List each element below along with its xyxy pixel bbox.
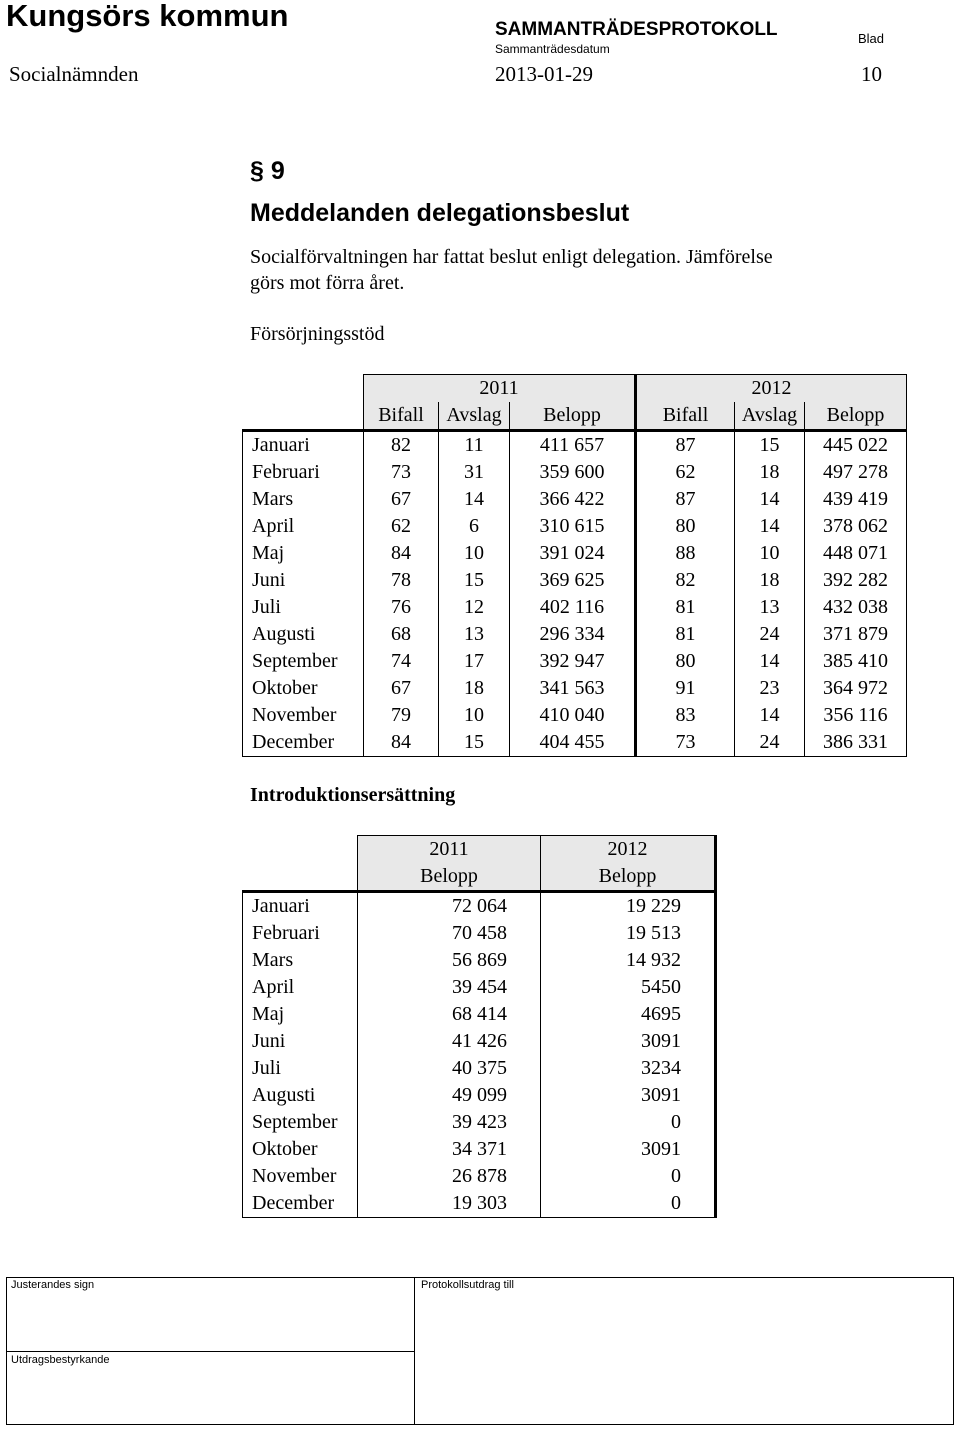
value-cell: 410 040 xyxy=(510,702,636,729)
value-cell: 67 xyxy=(364,486,439,513)
year-header: 2011 xyxy=(358,836,541,864)
page-number: 10 xyxy=(861,62,882,86)
month-cell: September xyxy=(243,1109,358,1136)
table-row xyxy=(243,974,716,1001)
month-cell: April xyxy=(243,513,364,540)
table-row xyxy=(243,513,907,540)
table-row xyxy=(243,729,907,757)
value-cell: 34 371 xyxy=(358,1136,541,1163)
table-row xyxy=(243,702,907,729)
value-cell: 82 xyxy=(636,567,735,594)
table-row xyxy=(243,567,907,594)
committee-name: Socialnämnden xyxy=(9,62,139,86)
value-cell: 40 375 xyxy=(358,1055,541,1082)
column-header-row xyxy=(243,863,716,892)
value-cell: 432 038 xyxy=(805,594,907,621)
intro-line: Socialförvaltningen har fattat beslut enligt delegation. Jämförelse xyxy=(250,246,773,268)
column-header: Belopp xyxy=(805,402,907,431)
value-cell: 18 xyxy=(735,459,805,486)
intro-line: görs mot förra året. xyxy=(250,272,405,294)
justerandes-sign-label: Justerandes sign xyxy=(11,1279,95,1291)
table-row xyxy=(243,594,907,621)
table-row xyxy=(243,540,907,567)
table-row xyxy=(243,459,907,486)
value-cell: 14 xyxy=(735,702,805,729)
signature-box xyxy=(6,1277,954,1425)
column-header: Belopp xyxy=(510,402,636,431)
value-cell: 448 071 xyxy=(805,540,907,567)
value-cell: 80 xyxy=(636,648,735,675)
value-cell: 26 878 xyxy=(358,1163,541,1190)
month-cell: Februari xyxy=(243,920,358,947)
month-cell: September xyxy=(243,648,364,675)
value-cell: 62 xyxy=(364,513,439,540)
value-cell: 15 xyxy=(735,431,805,460)
section-title: Meddelanden delegationsbeslut xyxy=(250,199,630,227)
table-row xyxy=(243,1082,716,1109)
value-cell: 87 xyxy=(636,486,735,513)
column-header: Bifall xyxy=(364,402,439,431)
value-cell: 62 xyxy=(636,459,735,486)
value-cell: 369 625 xyxy=(510,567,636,594)
meeting-date: 2013-01-29 xyxy=(495,62,593,86)
column-header-row xyxy=(243,402,907,431)
month-cell: December xyxy=(243,729,364,757)
month-cell: Mars xyxy=(243,947,358,974)
value-cell: 73 xyxy=(364,459,439,486)
month-cell: Juni xyxy=(243,1028,358,1055)
month-cell: Maj xyxy=(243,540,364,567)
table-row xyxy=(243,1109,716,1136)
sheet-label: Blad xyxy=(858,31,885,46)
value-cell: 6 xyxy=(439,513,510,540)
value-cell: 76 xyxy=(364,594,439,621)
month-cell: April xyxy=(243,974,358,1001)
table-row xyxy=(243,947,716,974)
intro-text xyxy=(250,244,870,296)
value-cell: 404 455 xyxy=(510,729,636,757)
protocol-title: SAMMANTRÄDESPROTOKOLL xyxy=(495,19,778,40)
value-cell: 296 334 xyxy=(510,621,636,648)
value-cell: 18 xyxy=(439,675,510,702)
value-cell: 12 xyxy=(439,594,510,621)
value-cell: 41 426 xyxy=(358,1028,541,1055)
value-cell: 24 xyxy=(735,729,805,757)
divider xyxy=(7,1351,414,1352)
value-cell: 14 xyxy=(735,648,805,675)
value-cell: 24 xyxy=(735,621,805,648)
value-cell: 68 xyxy=(364,621,439,648)
value-cell: 359 600 xyxy=(510,459,636,486)
table1-heading: Försörjningsstöd xyxy=(250,323,385,345)
value-cell: 445 022 xyxy=(805,431,907,460)
value-cell: 392 947 xyxy=(510,648,636,675)
value-cell: 18 xyxy=(735,567,805,594)
month-cell: Juni xyxy=(243,567,364,594)
table-row xyxy=(243,648,907,675)
month-cell: Januari xyxy=(243,892,358,921)
value-cell: 82 xyxy=(364,431,439,460)
value-cell: 341 563 xyxy=(510,675,636,702)
value-cell: 385 410 xyxy=(805,648,907,675)
value-cell: 371 879 xyxy=(805,621,907,648)
value-cell: 5450 xyxy=(541,974,716,1001)
table-row xyxy=(243,920,716,947)
year-header: 2012 xyxy=(541,836,716,864)
year-header: 2011 xyxy=(364,375,636,403)
value-cell: 13 xyxy=(439,621,510,648)
value-cell: 19 303 xyxy=(358,1190,541,1218)
column-header: Avslag xyxy=(735,402,805,431)
month-cell: Oktober xyxy=(243,675,364,702)
table-row xyxy=(243,1190,716,1218)
value-cell: 84 xyxy=(364,729,439,757)
value-cell: 0 xyxy=(541,1109,716,1136)
month-cell: December xyxy=(243,1190,358,1218)
value-cell: 10 xyxy=(735,540,805,567)
value-cell: 4695 xyxy=(541,1001,716,1028)
divider xyxy=(414,1278,415,1424)
month-cell: Oktober xyxy=(243,1136,358,1163)
value-cell: 80 xyxy=(636,513,735,540)
meeting-date-label: Sammanträdesdatum xyxy=(495,42,610,56)
table-row xyxy=(243,1028,716,1055)
year-header-row xyxy=(243,836,716,864)
header-blank xyxy=(243,836,358,864)
table-row xyxy=(243,486,907,513)
month-cell: November xyxy=(243,702,364,729)
month-cell: Juli xyxy=(243,1055,358,1082)
value-cell: 70 458 xyxy=(358,920,541,947)
value-cell: 15 xyxy=(439,729,510,757)
value-cell: 19 513 xyxy=(541,920,716,947)
table-row xyxy=(243,431,907,460)
value-cell: 19 229 xyxy=(541,892,716,921)
protokollsutdrag-label: Protokollsutdrag till xyxy=(421,1279,514,1291)
introduktionsersattning-table xyxy=(242,835,717,1218)
value-cell: 0 xyxy=(541,1163,716,1190)
value-cell: 39 423 xyxy=(358,1109,541,1136)
value-cell: 14 932 xyxy=(541,947,716,974)
value-cell: 83 xyxy=(636,702,735,729)
month-cell: Januari xyxy=(243,431,364,460)
header-blank xyxy=(243,375,364,403)
value-cell: 67 xyxy=(364,675,439,702)
value-cell: 11 xyxy=(439,431,510,460)
value-cell: 91 xyxy=(636,675,735,702)
month-cell: November xyxy=(243,1163,358,1190)
value-cell: 10 xyxy=(439,702,510,729)
value-cell: 364 972 xyxy=(805,675,907,702)
value-cell: 411 657 xyxy=(510,431,636,460)
column-header: Belopp xyxy=(358,863,541,892)
value-cell: 386 331 xyxy=(805,729,907,757)
value-cell: 84 xyxy=(364,540,439,567)
section-number: § 9 xyxy=(250,157,285,185)
utdragsbestyrkande-label: Utdragsbestyrkande xyxy=(11,1354,110,1366)
value-cell: 56 869 xyxy=(358,947,541,974)
value-cell: 81 xyxy=(636,621,735,648)
column-header: Belopp xyxy=(541,863,716,892)
month-cell: Augusti xyxy=(243,621,364,648)
value-cell: 366 422 xyxy=(510,486,636,513)
value-cell: 87 xyxy=(636,431,735,460)
value-cell: 74 xyxy=(364,648,439,675)
table-row xyxy=(243,1001,716,1028)
value-cell: 72 064 xyxy=(358,892,541,921)
month-cell: Juli xyxy=(243,594,364,621)
table-row xyxy=(243,1136,716,1163)
value-cell: 10 xyxy=(439,540,510,567)
value-cell: 68 414 xyxy=(358,1001,541,1028)
table-row xyxy=(243,892,716,921)
value-cell: 23 xyxy=(735,675,805,702)
value-cell: 3234 xyxy=(541,1055,716,1082)
year-header-row xyxy=(243,375,907,403)
table-row xyxy=(243,1055,716,1082)
value-cell: 49 099 xyxy=(358,1082,541,1109)
municipality-name: Kungsörs kommun xyxy=(6,0,289,33)
value-cell: 79 xyxy=(364,702,439,729)
value-cell: 78 xyxy=(364,567,439,594)
month-cell: Mars xyxy=(243,486,364,513)
header-blank xyxy=(243,863,358,892)
month-cell: Februari xyxy=(243,459,364,486)
value-cell: 0 xyxy=(541,1190,716,1218)
value-cell: 392 282 xyxy=(805,567,907,594)
value-cell: 14 xyxy=(735,513,805,540)
value-cell: 14 xyxy=(735,486,805,513)
month-cell: Augusti xyxy=(243,1082,358,1109)
value-cell: 3091 xyxy=(541,1136,716,1163)
value-cell: 31 xyxy=(439,459,510,486)
value-cell: 310 615 xyxy=(510,513,636,540)
table2-heading: Introduktionsersättning xyxy=(250,784,456,806)
value-cell: 17 xyxy=(439,648,510,675)
value-cell: 39 454 xyxy=(358,974,541,1001)
value-cell: 15 xyxy=(439,567,510,594)
value-cell: 391 024 xyxy=(510,540,636,567)
value-cell: 356 116 xyxy=(805,702,907,729)
value-cell: 14 xyxy=(439,486,510,513)
value-cell: 378 062 xyxy=(805,513,907,540)
value-cell: 3091 xyxy=(541,1082,716,1109)
table-row xyxy=(243,621,907,648)
table-row xyxy=(243,675,907,702)
column-header: Bifall xyxy=(636,402,735,431)
month-cell: Maj xyxy=(243,1001,358,1028)
value-cell: 73 xyxy=(636,729,735,757)
value-cell: 13 xyxy=(735,594,805,621)
forsorjningsstod-table xyxy=(242,374,907,757)
value-cell: 81 xyxy=(636,594,735,621)
value-cell: 497 278 xyxy=(805,459,907,486)
table-row xyxy=(243,1163,716,1190)
value-cell: 439 419 xyxy=(805,486,907,513)
column-header: Avslag xyxy=(439,402,510,431)
header-blank xyxy=(243,402,364,431)
value-cell: 3091 xyxy=(541,1028,716,1055)
year-header: 2012 xyxy=(636,375,907,403)
value-cell: 88 xyxy=(636,540,735,567)
value-cell: 402 116 xyxy=(510,594,636,621)
